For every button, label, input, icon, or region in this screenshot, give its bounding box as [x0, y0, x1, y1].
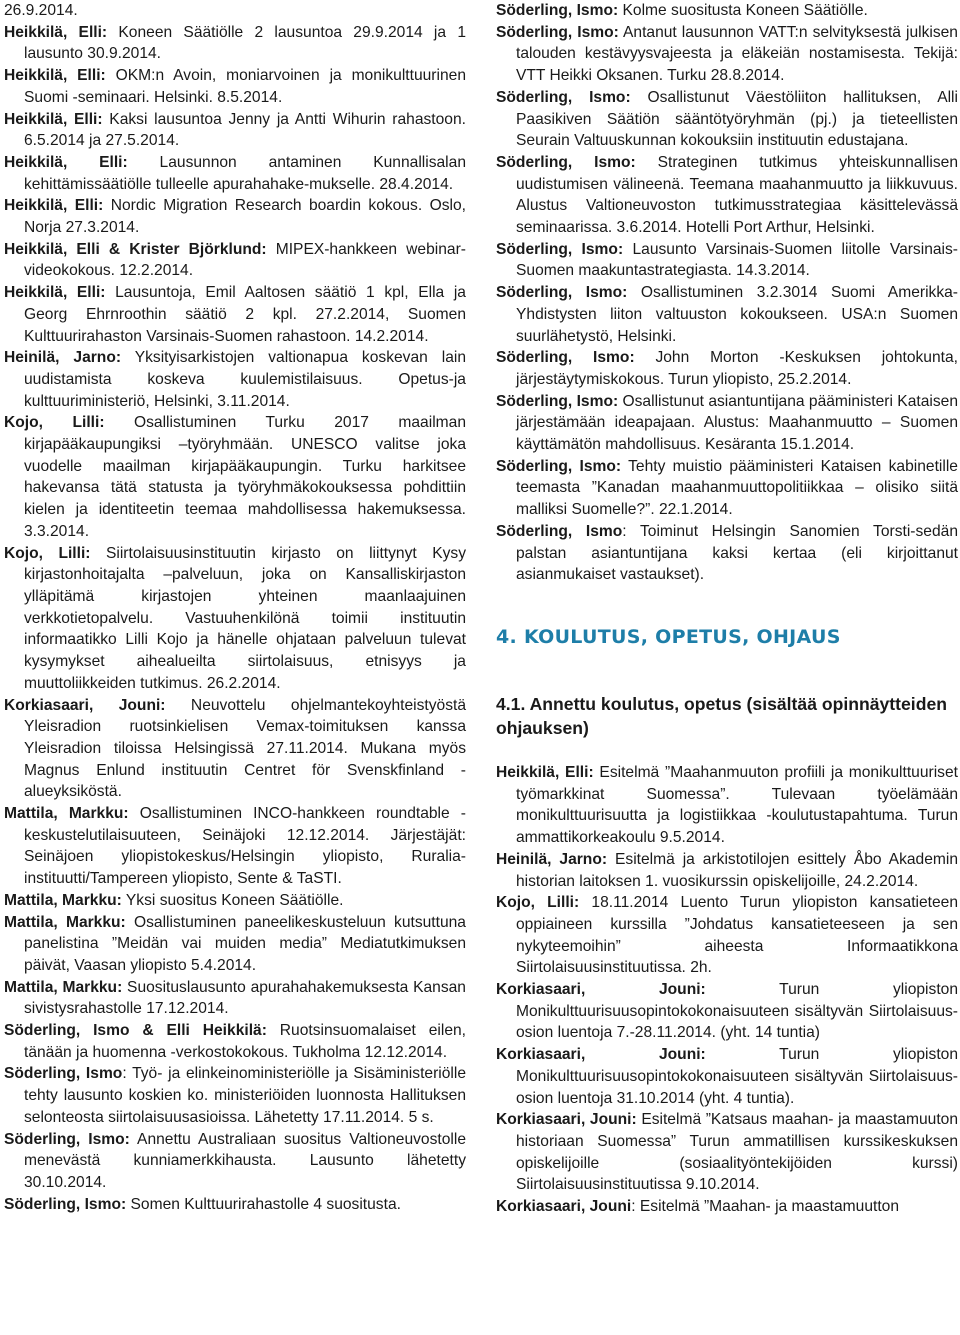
- entry-text: John Morton -Keskuksen johtokunta, järjestäytymiskokous. Turun yliopisto, 25.2.2014.: [516, 349, 958, 388]
- entry-author: Söderling, Ismo:: [496, 153, 636, 171]
- entry-author: Heinilä, Jarno:: [4, 349, 122, 367]
- entry: [496, 391, 958, 456]
- entry-author: Söderling, Ismo:: [496, 457, 622, 475]
- entry-text: Yksityisarkistojen valtionapua koskevan lain uudistamista koskeva kuulemistilaisuus. Opetus-ja kulttuuriministeriö, Helsinki, 3.11.2014.: [24, 349, 467, 410]
- entry: [496, 892, 958, 979]
- entry-author: Söderling, Ismo & Elli Heikkilä:: [4, 1022, 267, 1040]
- entry-text: Lausunnon antaminen Kunnallisalan kehittämissäätiölle tulleelle apurahahake-mukselle. 28.4.2014.: [24, 153, 466, 193]
- entry: [496, 22, 958, 87]
- entry-author: Korkiasaari, Jouni:: [496, 981, 706, 999]
- entry-text: Osallistuminen Turku 2017 maailman kirjapääkaupungiksi –työryhmään. UNESCO valitse joka vuodelle maailman kirjapääkaupungin. Turku harkitsee hakevansa tätä statusta ja työryhmäkokouksessa pohdittiin kielen ja identiteetin teemaa mahdollisessa hakemuksessa. 3.3.2014.: [24, 414, 466, 540]
- entry-text: : Toiminut Helsingin Sanomien Torsti-sedän palstan asiantuntijana kaksi kertaa (eli kirjoittanut asianmukaiset vastaukset).: [516, 522, 958, 584]
- entry-author: Kojo, Lilli:: [4, 544, 91, 562]
- entry: [4, 239, 466, 282]
- entry-text: 26.9.2014.: [4, 2, 78, 19]
- entry-author: Mattila, Markku:: [4, 913, 126, 931]
- entry-author: Söderling, Ismo: [496, 522, 623, 540]
- entry-text: MIPEX-hankkeen webinar-videokokous. 12.2.2014.: [24, 240, 466, 280]
- entry: [496, 762, 958, 849]
- entry-text: Siirtolaisuusinstituutin kirjasto on liittynyt Kysy kirjastonhoitajalta –palveluun, joka on Kansalliskirjaston ylläpitämä kirjastojen yhteinen maanlaajuinen verkkotietopalvelu. Vastuuhenkilönä toimii instituutin informaatikko Lilli Kojo ja hänelle ohjataan palveluun tulevat kysymykset aihealueilta siirtolaisuus, etnisyys ja muuttoliikkeiden tutkimus. 26.2.2014.: [24, 544, 466, 692]
- entry-text: Lausuntoja, Emil Aaltosen säätiö 1 kpl, Ella ja Georg Ehrnroothin säätiö 2 kpl. 27.2.2014, Suomen Kulttuurirahaston Varsinais-Suomen rahastoon. 14.2.2014.: [24, 284, 466, 345]
- entry: [496, 1044, 958, 1109]
- entry-text: Esitelmä ”Katsaus maahan- ja maastamuuton historiaan Suomessa” Turun ammatillisen kurssikeskuksen opiskelijoille (sosiaalityöntekijöiden kurssi) Siirtolaisuusinstituutissa 9.10.2014.: [516, 1111, 958, 1194]
- entry-author: Mattila, Markku:: [4, 891, 122, 909]
- left-column: [4, 0, 466, 1215]
- entry-text: Neuvottelu ohjelmantekoyhteistyöstä Yleisradion ruotsinkielisen Vemax-toimituksen kanssa Yleisradion tiloissa Helsingissä 27.11.2014. Mukana myös Magnus Enlund instituutin Centret för Svenskfinland -alueyksiköstä.: [24, 696, 467, 801]
- entry: [4, 803, 466, 890]
- entry-author: Söderling, Ismo:: [496, 88, 631, 106]
- entry-author: Heikkilä, Elli:: [4, 110, 103, 128]
- entry: [496, 282, 958, 347]
- entry-author: Heikkilä, Elli:: [4, 23, 108, 41]
- entry-author: Söderling, Ismo:: [4, 1195, 127, 1213]
- entry-text: Somen Kulttuurirahastolle 4 suositusta.: [126, 1195, 401, 1213]
- entry: [4, 22, 466, 65]
- section-heading: 4. KOULUTUS, OPETUS, OHJAUS: [496, 625, 841, 648]
- entry: [4, 1020, 466, 1063]
- entry: [496, 0, 958, 22]
- entry-author: Heikkilä, Elli:: [4, 153, 128, 171]
- entry-text: Koneen Säätiölle 2 lausuntoa 29.9.2014 ja 1 lausunto 30.9.2014.: [24, 23, 466, 63]
- entry-author: Korkiasaari, Jouni:: [4, 696, 166, 714]
- entry: [496, 152, 958, 239]
- entry-author: Heikkilä, Elli:: [4, 67, 106, 85]
- entry-text: Nordic Migration Research boardin kokous. Oslo, Norja 27.3.2014.: [24, 197, 466, 237]
- entry: [4, 65, 466, 108]
- entry-author: Heikkilä, Elli & Krister Björklund:: [4, 240, 267, 258]
- entry-text: 18.11.2014 Luento Turun yliopiston kansatieteen oppiaineen kurssilla ”Johdatus kansatieteeseen ja sen nykyteemoihin” aiheesta Informaatikkona Siirtolaisuusinstituutissa. 2h.: [516, 894, 959, 977]
- entry: [496, 1196, 958, 1218]
- entry: [4, 347, 466, 412]
- entry-text: Turun yliopiston Monikulttuurisuusopintokokonaisuuteen sisältyvän Siirtolaisuus-osion luentoja 31.10.2014 (yht. 4 tuntia).: [516, 1046, 958, 1107]
- entry-text: OKM:n Avoin, moniarvoinen ja monikulttuurinen Suomi -seminaari. Helsinki. 8.5.2014.: [24, 67, 466, 106]
- entry: [496, 456, 958, 521]
- entry: [4, 0, 466, 22]
- entry-author: Söderling, Ismo:: [496, 240, 624, 258]
- entry-author: Korkiasaari, Jouni:: [496, 1111, 637, 1129]
- entry-author: Söderling, Ismo:: [496, 392, 619, 410]
- right-column: [496, 0, 958, 1218]
- entry: [4, 977, 466, 1020]
- entry-author: Kojo, Lilli:: [496, 894, 580, 912]
- entry: [496, 347, 958, 390]
- entry-text: Ruotsinsuomalaiset eilen, tänään ja huomenna -verkostokokous. Tukholma 12.12.2014.: [24, 1022, 466, 1061]
- entry: [496, 239, 958, 282]
- entry-text: Kaksi lausuntoa Jenny ja Antti Wihurin rahastoon. 6.5.2014 ja 27.5.2014.: [24, 110, 466, 150]
- entry: [4, 195, 466, 238]
- entry-author: Mattila, Markku:: [4, 978, 123, 996]
- entry: [4, 695, 466, 804]
- entry-text: Osallistuminen INCO-hankkeen roundtable -keskustelutilaisuuteen, Seinäjoki 12.12.2014. Järjestäjät: Seinäjoen yliopistokeskus/Helsingin yliopisto, Ruralia-instituutti/Tampereen yliopisto, Sente & TaSTI.: [24, 805, 466, 888]
- entry-text: : Työ- ja elinkeinoministeriölle ja Sisäministeriölle tehty lausunto koskien ko. ministeriöiden luonnosta Hallituksen selonteosta siirtolaisuusasioissa. Lähetetty 17.11.2014. 5 s.: [24, 1065, 467, 1126]
- entry: [4, 152, 466, 195]
- entry-author: Söderling, Ismo:: [496, 23, 619, 41]
- entry-text: Turun yliopiston Monikulttuurisuusopintokokonaisuuteen sisältyvän Siirtolaisuus-osion luentoja 7.-28.11.2014. (yht. 14 tuntia): [516, 981, 958, 1042]
- right-column-entries: [496, 0, 958, 586]
- entry: [496, 979, 958, 1044]
- entry-author: Heikkilä, Elli:: [4, 197, 104, 215]
- entry-author: Söderling, Ismo:: [496, 2, 619, 19]
- entry-text: Yksi suositus Koneen Säätiölle.: [121, 891, 344, 909]
- entry-author: Kojo, Lilli:: [4, 414, 105, 432]
- entry-author: Söderling, Ismo:: [4, 1130, 130, 1148]
- entry: [496, 849, 958, 892]
- entry-text: Osallistuminen 3.2.3014 Suomi Amerikka-Yhdistysten liiton valtuuston kokoukseen. USA:n Suomen suurlähetystö, Helsinki.: [516, 284, 958, 345]
- subsection-heading: 4.1. Annettu koulutus, opetus (sisältää opinnäytteiden ohjauksen): [496, 693, 947, 738]
- entry-author: Korkiasaari, Jouni: [496, 1198, 632, 1216]
- entry-author: Mattila, Markku:: [4, 805, 129, 823]
- entry-author: Korkiasaari, Jouni:: [496, 1046, 706, 1064]
- entry: [4, 1129, 466, 1194]
- entry-text: Suosituslausunto apurahahakemuksesta Kansan sivistysrahastolle 17.12.2014.: [24, 978, 466, 1018]
- entry: [4, 282, 466, 347]
- entry-author: Heinilä, Jarno:: [496, 850, 608, 868]
- entry-text: Osallistunut Väestöliiton hallituksen, Alli Paasikiven Säätiön sääntötyöryhmän (pj.) ja tieteellisten Seurain Valtuuskunnan kokouksiin instituutin edustajana.: [516, 88, 958, 150]
- entry: [4, 543, 466, 695]
- entry-text: Annettu Australiaan suositus Valtioneuvostolle menevästä kunniamerkkihausta. Lausunto lähetetty 30.10.2014.: [24, 1130, 466, 1191]
- entry-author: Söderling, Ismo:: [496, 349, 635, 367]
- right-column-training-entries: [496, 762, 958, 1218]
- entry-text: Osallistuminen paneelikeskusteluun kutsuttuna panelistina ”Meidän vai muiden media” Mediatutkimuksen päivät, Vaasan yliopisto 5.4.2014.: [24, 913, 466, 974]
- entry: [496, 1109, 958, 1196]
- entry-text: : Esitelmä ”Maahan- ja maastamuutton: [631, 1198, 900, 1216]
- entry-text: Esitelmä ”Maahanmuuton profiili ja monikulttuuriset työmarkkinat Suomessa”. Tulevaan työelämään monikulttuurisuutta ja logistiikkaa -koulutustapahtuma. Turun ammattikorkeakoulu 9.5.2014.: [516, 763, 958, 847]
- entry-text: Antanut lausunnon VATT:n selvityksestä julkisen talouden kestävyysvajeesta ja eläkeiän nostamisesta. Tekijä: VTT Heikki Oksanen. Turku 28.8.2014.: [516, 23, 958, 85]
- entry-text: Strateginen tutkimus yhteiskunnallisen uudistumisen välineenä. Teemana maahanmuutto ja liikkuvuus. Alustus Valtioneuvoston tutkimusstrategiaa käsittelevässä seminaarissa. 3.6.2014. Hotelli Port Arthur, Helsinki.: [516, 153, 958, 237]
- entry: [4, 912, 466, 977]
- entry-text: Esitelmä ja arkistotilojen esittely Åbo Akademin historian laitoksen 1. vuosikurssin opiskelijoille, 24.2.2014.: [516, 850, 959, 890]
- entry-text: Osallistunut asiantuntijana pääministeri Kataisen järjestämään ideapajaan. Alustus: Maahanmuutto – Suomen käyttämätön mahdollisuus. Kesäranta 15.1.2014.: [516, 392, 958, 454]
- entry: [4, 1063, 466, 1128]
- entry-author: Söderling, Ismo: [4, 1065, 123, 1083]
- entry: [496, 87, 958, 152]
- entry-author: Heikkilä, Elli:: [496, 763, 594, 781]
- entry: [4, 412, 466, 542]
- entry-author: Söderling, Ismo:: [496, 284, 628, 302]
- entry: [496, 521, 958, 586]
- entry: [4, 1194, 466, 1216]
- entry-text: Kolme suositusta Koneen Säätiölle.: [618, 2, 868, 19]
- entry-text: Lausunto Varsinais-Suomen liitolle Varsinais-Suomen maakuntastrategiasta. 14.3.2014.: [516, 240, 958, 280]
- entry: [4, 890, 466, 912]
- entry-text: Tehty muistio pääministeri Kataisen kabinetille teemasta ”Kanadan maahanmuuttopolitiikkaa – olisiko siitä malliksi Suomelle?”. 22.1.2014.: [516, 457, 958, 519]
- entry-author: Heikkilä, Elli:: [4, 284, 106, 302]
- entry: [4, 109, 466, 152]
